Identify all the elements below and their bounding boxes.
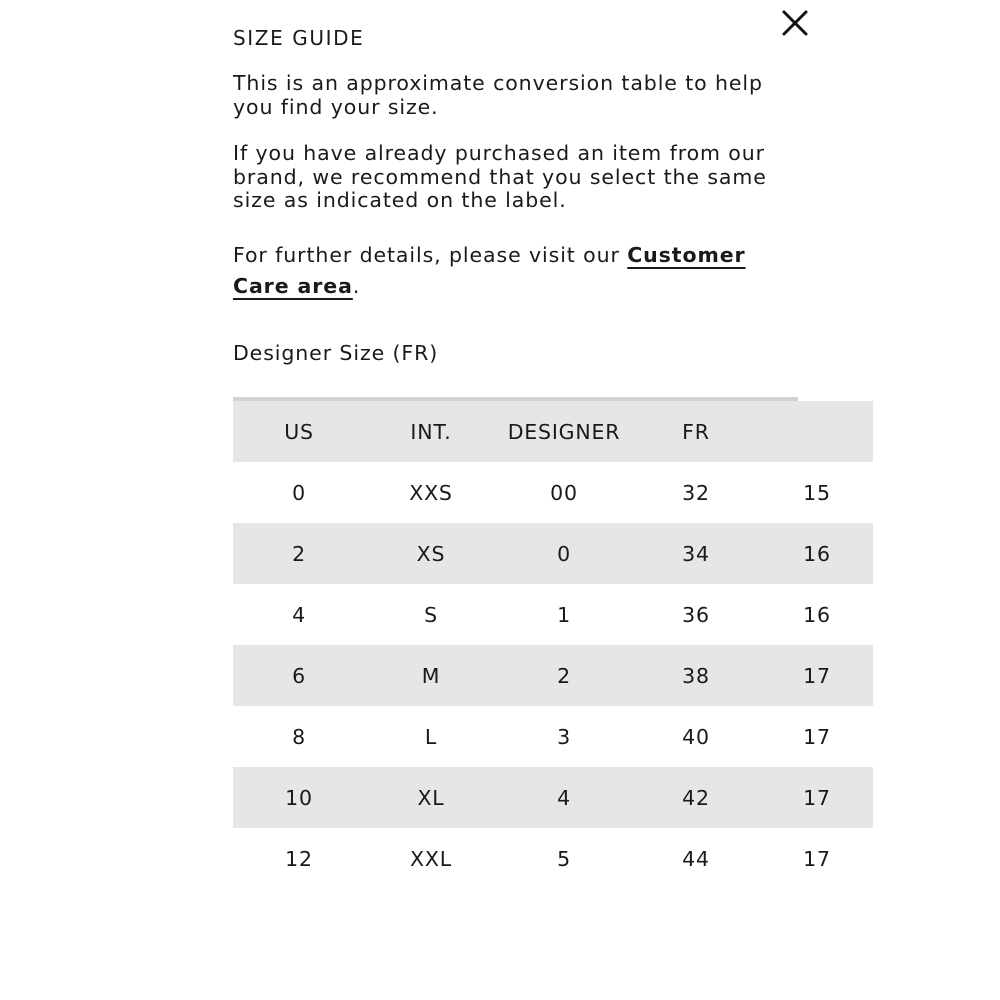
table-cell: 16 bbox=[803, 541, 831, 566]
section-label: Designer Size (FR) bbox=[233, 341, 439, 365]
table-cell: 15 bbox=[803, 480, 831, 505]
table-cell: 40 bbox=[682, 724, 710, 749]
recommend-line: If you have already purchased an item from our bbox=[233, 141, 765, 165]
modal-title: SIZE GUIDE bbox=[233, 26, 365, 50]
table-cell: 16 bbox=[803, 602, 831, 627]
table-cell: 2 bbox=[292, 541, 306, 566]
table-cell: 36 bbox=[682, 602, 710, 627]
table-cell: 4 bbox=[292, 602, 306, 627]
table-cell: 8 bbox=[292, 724, 306, 749]
table-cell: 17 bbox=[803, 785, 831, 810]
customer-care-link[interactable]: Customer bbox=[627, 243, 746, 267]
column-header-us: US bbox=[284, 419, 314, 444]
column-header-fr: FR bbox=[682, 419, 710, 444]
column-header-designer: DESIGNER bbox=[507, 419, 621, 444]
table-cell: 34 bbox=[682, 541, 710, 566]
customer-care-link[interactable]: Care area bbox=[233, 274, 353, 298]
table-cell: M bbox=[421, 663, 441, 688]
table-cell: 42 bbox=[682, 785, 710, 810]
table-cell: 00 bbox=[550, 480, 578, 505]
table-cell: 3 bbox=[557, 724, 571, 749]
close-button[interactable] bbox=[778, 6, 812, 40]
details-suffix: . bbox=[352, 274, 361, 298]
table-cell: S bbox=[424, 602, 438, 627]
table-cell: 10 bbox=[285, 785, 313, 810]
table-cell: 1 bbox=[557, 602, 571, 627]
table-row bbox=[233, 645, 873, 706]
table-cell: 32 bbox=[682, 480, 710, 505]
table-row bbox=[233, 706, 873, 767]
table-cell: XS bbox=[416, 541, 446, 566]
table-cell: 12 bbox=[285, 846, 313, 871]
recommend-line: size as indicated on the label. bbox=[233, 188, 567, 212]
table-cell: XXL bbox=[410, 846, 452, 871]
table-cell: 38 bbox=[682, 663, 710, 688]
table-cell: XXS bbox=[409, 480, 453, 505]
table-row bbox=[233, 584, 873, 645]
table-cell: L bbox=[424, 724, 438, 749]
table-cell: 6 bbox=[292, 663, 306, 688]
table-cell: 17 bbox=[803, 724, 831, 749]
table-cell: 17 bbox=[803, 846, 831, 871]
table-cell: 4 bbox=[557, 785, 571, 810]
table-cell: XL bbox=[417, 785, 445, 810]
table-cell: 2 bbox=[557, 663, 571, 688]
column-header-extra bbox=[761, 401, 873, 462]
column-header-int: INT. bbox=[410, 419, 452, 444]
intro-text bbox=[233, 72, 763, 119]
table-cell: 44 bbox=[682, 846, 710, 871]
details-text bbox=[233, 240, 746, 302]
table-cell: 5 bbox=[557, 846, 571, 871]
size-table-scroll[interactable] bbox=[233, 397, 831, 901]
intro-line: This is an approximate conversion table to help bbox=[233, 71, 763, 95]
close-icon bbox=[778, 6, 812, 40]
details-prefix: For further details, please visit our bbox=[233, 243, 628, 267]
size-table bbox=[233, 401, 873, 889]
table-row bbox=[233, 828, 873, 889]
table-header-row bbox=[233, 401, 873, 462]
table-cell: 0 bbox=[557, 541, 571, 566]
table-row bbox=[233, 767, 873, 828]
recommend-text bbox=[233, 142, 767, 213]
table-cell: 0 bbox=[292, 480, 306, 505]
table-row bbox=[233, 523, 873, 584]
table-cell: 17 bbox=[803, 663, 831, 688]
intro-line: you find your size. bbox=[233, 94, 439, 119]
table-row bbox=[233, 462, 873, 523]
recommend-line: brand, we recommend that you select the same bbox=[233, 164, 767, 189]
